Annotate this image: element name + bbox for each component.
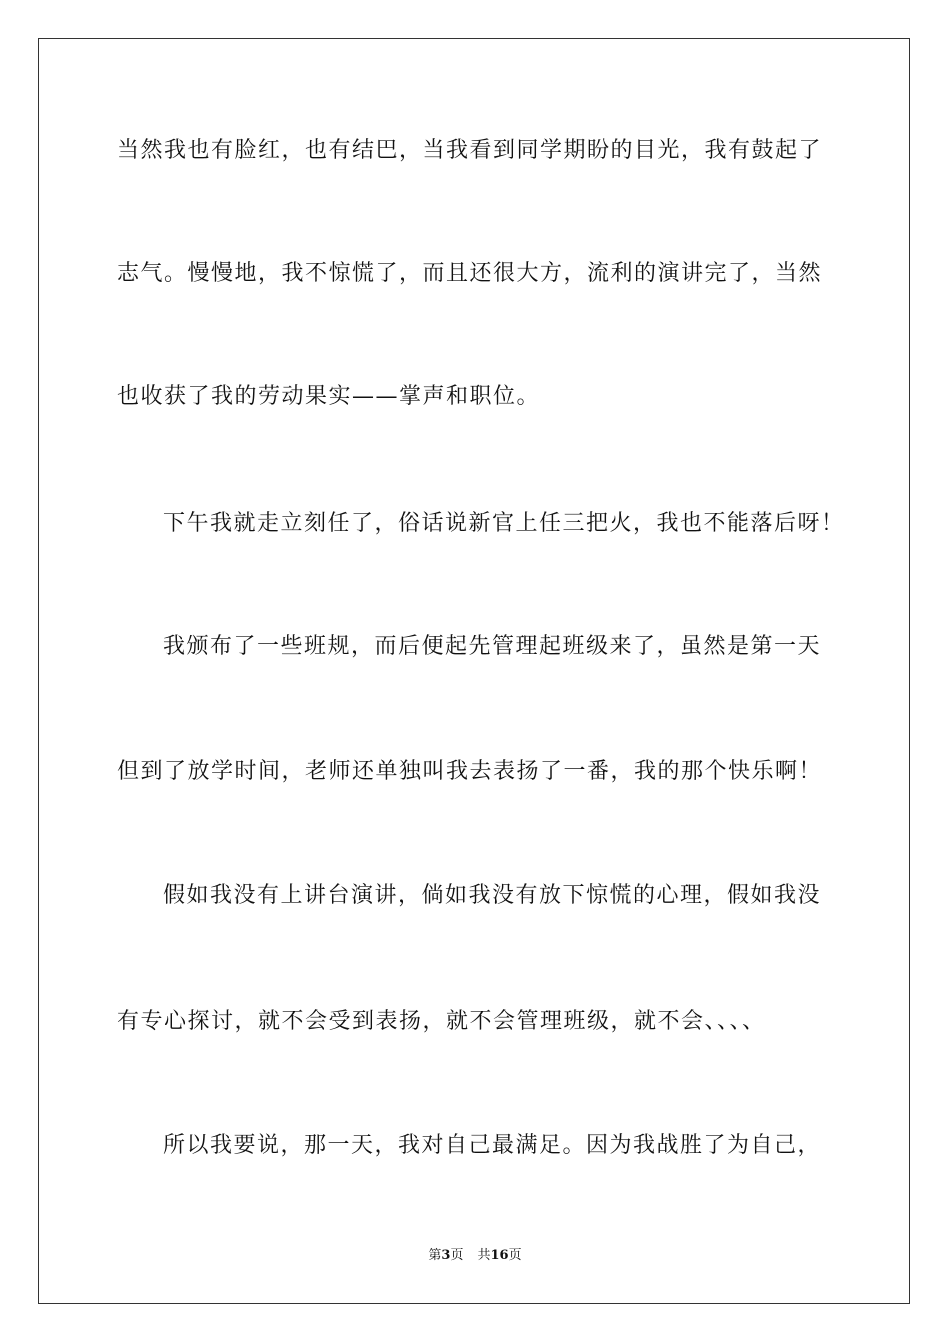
text-line-2: 志气。慢慢地，我不惊慌了，而且还很大方，流利的演讲完了，当然 <box>117 261 823 286</box>
paragraph-4-line-1: 所以我要说，那一天，我对自己最满足。因为我战胜了为自己， <box>163 1133 822 1158</box>
total-suffix: 页 <box>508 1248 522 1263</box>
page-prefix: 第 <box>428 1248 442 1263</box>
paragraph-3-line-1: 假如我没有上讲台演讲，倘如我没有放下惊慌的心理，假如我没 <box>163 883 822 908</box>
page-border <box>38 38 910 1304</box>
total-pages: 16 <box>490 1248 509 1263</box>
page-footer <box>0 1247 950 1265</box>
paragraph-3-line-2: 有专心探讨，就不会受到表扬，就不会管理班级，就不会、、、、 <box>117 1009 766 1034</box>
paragraph-2-line-1: 我颁布了一些班规，而后便起先管理起班级来了，虽然是第一天 <box>163 634 822 659</box>
text-line-3: 也收获了我的劳动果实——掌声和职位。 <box>117 384 541 409</box>
page-number: 3 <box>441 1248 451 1263</box>
paragraph-1-line-1: 下午我就走立刻任了，俗话说新官上任三把火，我也不能落后呀！ <box>163 511 845 536</box>
paragraph-2-line-2: 但到了放学时间，老师还单独叫我去表扬了一番，我的那个快乐啊！ <box>117 759 823 784</box>
text-line-1: 当然我也有脸红，也有结巴，当我看到同学期盼的目光，我有鼓起了 <box>117 138 823 163</box>
total-prefix: 共 <box>477 1248 491 1263</box>
page-suffix: 页 <box>450 1248 464 1263</box>
